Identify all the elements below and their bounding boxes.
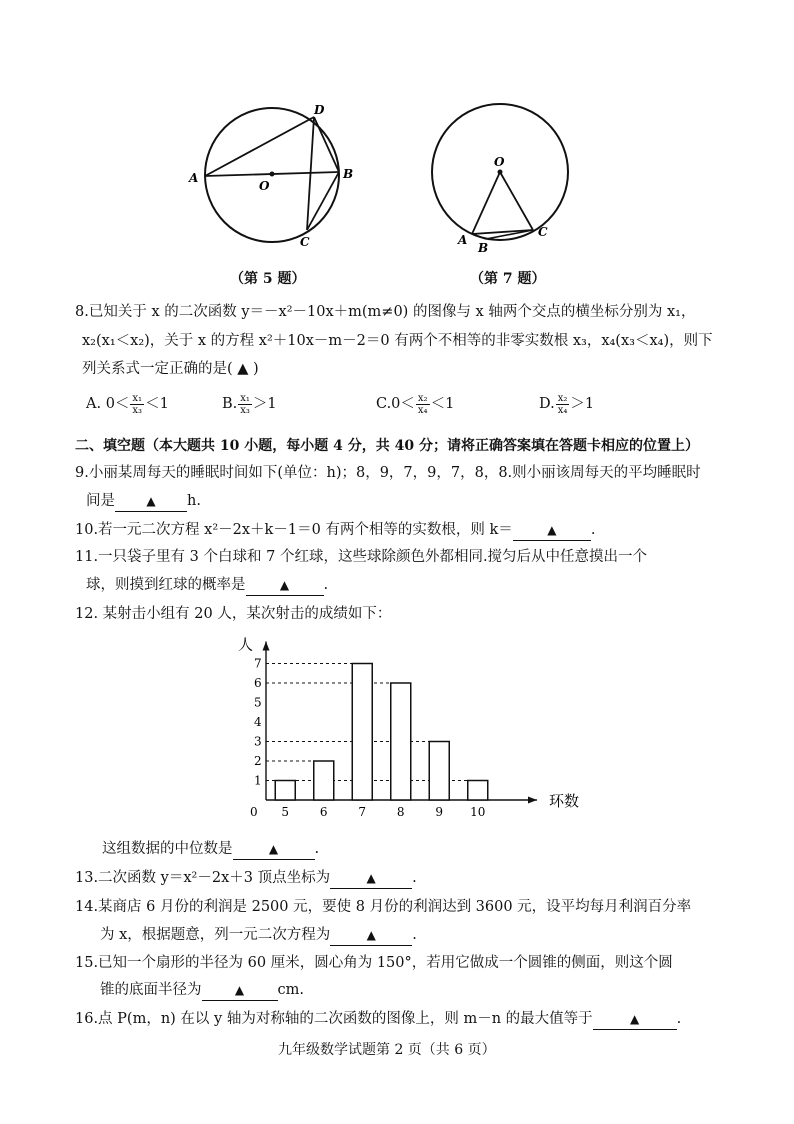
q14-answer-blank[interactable]: ▲ [330,925,412,946]
q10-pre: 10.若一元二次方程 x²－2x＋k－1＝0 有两个相等的实数根，则 k＝ [75,522,513,538]
chart-bar [468,781,488,801]
q8-option-d-tail: ＞1 [570,396,595,412]
fig7-center-dot [498,170,503,175]
q9-line1: 9.小丽某周每天的睡眠时间如下(单位：h)；8，9，7，9，7，8，8.则小丽该周每天的平均睡眠时 [75,465,701,481]
q8-option-d-den: x₄ [557,404,568,416]
q15-line1: 15.已知一个扇形的半径为 60 厘米，圆心角为 150°，若用它做成一个圆锥的侧面，则这个圆 [75,955,673,971]
q15-post: cm. [277,982,304,998]
fig5-chord-ad [205,117,314,176]
fig7-label-c: C [538,225,548,239]
q11-answer-blank[interactable]: ▲ [246,575,324,596]
q16-answer-blank[interactable]: ▲ [593,1009,677,1030]
q10-post: . [590,522,596,538]
fig7-caption: （第 7 题） [470,271,546,287]
chart-y-tick-label: 5 [254,695,262,710]
q15-pre: 锥的底面半径为 [100,982,202,998]
q10-answer-blank[interactable]: ▲ [513,520,591,541]
fig5-chord-db [314,117,339,172]
q8-option-d-num: x₂ [557,392,568,404]
chart-bar [314,761,334,800]
fig7-label-o: O [494,155,505,169]
q13-pre: 13.二次函数 y＝x²－2x＋3 顶点坐标为 [75,870,331,886]
fig5-caption: （第 5 题） [230,271,306,287]
fig5-label-b: B [343,167,354,181]
chart-y-axis-arrow [263,642,270,651]
chart-y-tick-label: 1 [254,773,262,788]
q8-option-c [376,392,454,416]
chart-x-tick-label: 8 [396,805,405,819]
section2-title: 二、填空题（本大题共 10 小题，每小题 4 分，共 40 分；请将正确答案填在答题卡相应的位置上） [75,438,699,454]
q8-option-d-fraction [556,393,570,416]
chart-y-tick-label: 7 [254,656,262,671]
q9-pre: 间是 [86,493,115,509]
fig5-label-d: D [314,103,325,117]
q12-bar-chart [228,628,588,828]
chart-bar [275,781,295,801]
q9-post: h. [187,493,201,509]
q8-option-c-den: x₄ [417,404,428,416]
q12-line1: 12. 某射击小组有 20 人，某次射击的成绩如下： [75,606,392,622]
q8-option-c-fraction [416,393,430,416]
q15-line2 [100,980,304,1001]
q11-pre: 球，则摸到红球的概率是 [86,577,246,593]
fig5-label-o: O [259,179,270,193]
q11-line2 [86,575,328,596]
q8-option-a [86,392,169,416]
figure-7 [420,100,580,260]
q8-option-c-tail: ＜1 [430,396,455,412]
fig7-label-a: A [458,233,468,247]
chart-x-tick-label: 7 [358,805,367,819]
q14-pre: 为 x，根据题意，列一元二次方程为 [100,927,331,943]
q15-answer-blank[interactable]: ▲ [202,980,278,1001]
fig7-radius-oc [500,172,533,230]
chart-y-tick-label: 0 [250,805,258,819]
q8-option-c-label: C.0＜ [376,396,415,412]
q16-line [75,1009,681,1030]
q12-post: . [314,841,320,857]
q8-option-d [539,392,594,416]
q8-option-b-num: x₁ [240,392,250,404]
q8-option-a-tail: ＜1 [145,396,169,412]
fig5-center-dot [270,172,275,177]
q12-line2 [102,839,319,860]
q8-option-a-fraction [130,393,144,416]
chart-bar [391,683,411,800]
page-footer: 九年级数学试题第 2 页（共 6 页） [278,1042,496,1058]
q12-pre: 这组数据的中位数是 [102,841,233,857]
q14-post: . [412,927,417,943]
q14-line2 [100,925,417,946]
fig5-label-a: A [189,171,199,185]
q8-option-b [222,392,277,416]
q9-answer-blank[interactable]: ▲ [115,491,187,512]
chart-x-tick-label: 5 [281,805,290,819]
q8-option-a-label: A. 0＜ [86,396,130,412]
chart-bar [352,664,372,801]
q12-answer-blank[interactable]: ▲ [233,839,315,860]
q8-option-b-den: x₃ [240,404,250,416]
fig7-chord-ab [472,234,486,239]
q14-line1: 14.某商店 6 月份的利润是 2500 元，要使 8 月份的利润达到 3600 元，设平均每月利润百分率 [75,899,692,915]
q8-option-b-label: B. [222,396,238,412]
q11-post: . [323,577,329,593]
chart-x-axis-arrow [528,797,537,804]
q8-option-b-fraction [238,393,252,416]
chart-y-tick-label: 4 [254,715,262,729]
q16-post: . [676,1011,682,1027]
q8-option-b-tail: ＞1 [252,396,277,412]
chart-x-tick-label: 10 [470,805,486,819]
q13-line [75,868,417,889]
chart-x-tick-label: 6 [319,805,328,819]
chart-y-tick-label: 2 [254,754,262,768]
q8-option-c-num: x₂ [417,392,428,404]
fig7-label-b: B [478,241,489,255]
chart-x-label: 环数 [549,792,580,810]
fig7-radius-oa [472,172,500,234]
chart-bar [429,742,449,801]
figure-5 [180,100,370,270]
q8-option-d-label: D. [539,396,555,412]
chart-x-tick-label: 9 [435,805,444,819]
chart-y-tick-label: 6 [254,676,262,690]
chart-y-tick-label: 3 [254,734,262,749]
q13-post: . [412,870,417,886]
q8-line1: 8.已知关于 x 的二次函数 y＝－x²－10x＋m(m≠0) 的图像与 x 轴两个交点的横坐标分别为 x₁， [75,304,696,320]
q8-option-a-den: x₃ [132,404,143,416]
q8-option-a-num: x₁ [132,392,143,404]
q11-line1: 11.一只袋子里有 3 个白球和 7 个红球，这些球除颜色外都相同.搅匀后从中任意摸出一个 [75,549,648,565]
q9-line2 [86,491,201,512]
fig5-label-c: C [300,235,310,249]
q8-line3: 列关系式一定正确的是( ▲ ) [82,361,259,377]
q13-answer-blank[interactable]: ▲ [330,868,412,889]
q10-line [75,520,595,541]
q16-pre: 16.点 P(m，n) 在以 y 轴为对称轴的二次函数的图像上，则 m－n 的最大值等于 [75,1011,593,1027]
chart-y-label: 人 [238,635,254,654]
q8-line2: x₂(x₁＜x₂)，关于 x 的方程 x²＋10x－m－2＝0 有两个不相等的非零实数根 x₃，x₄(x₃＜x₄)，则下 [82,333,713,349]
